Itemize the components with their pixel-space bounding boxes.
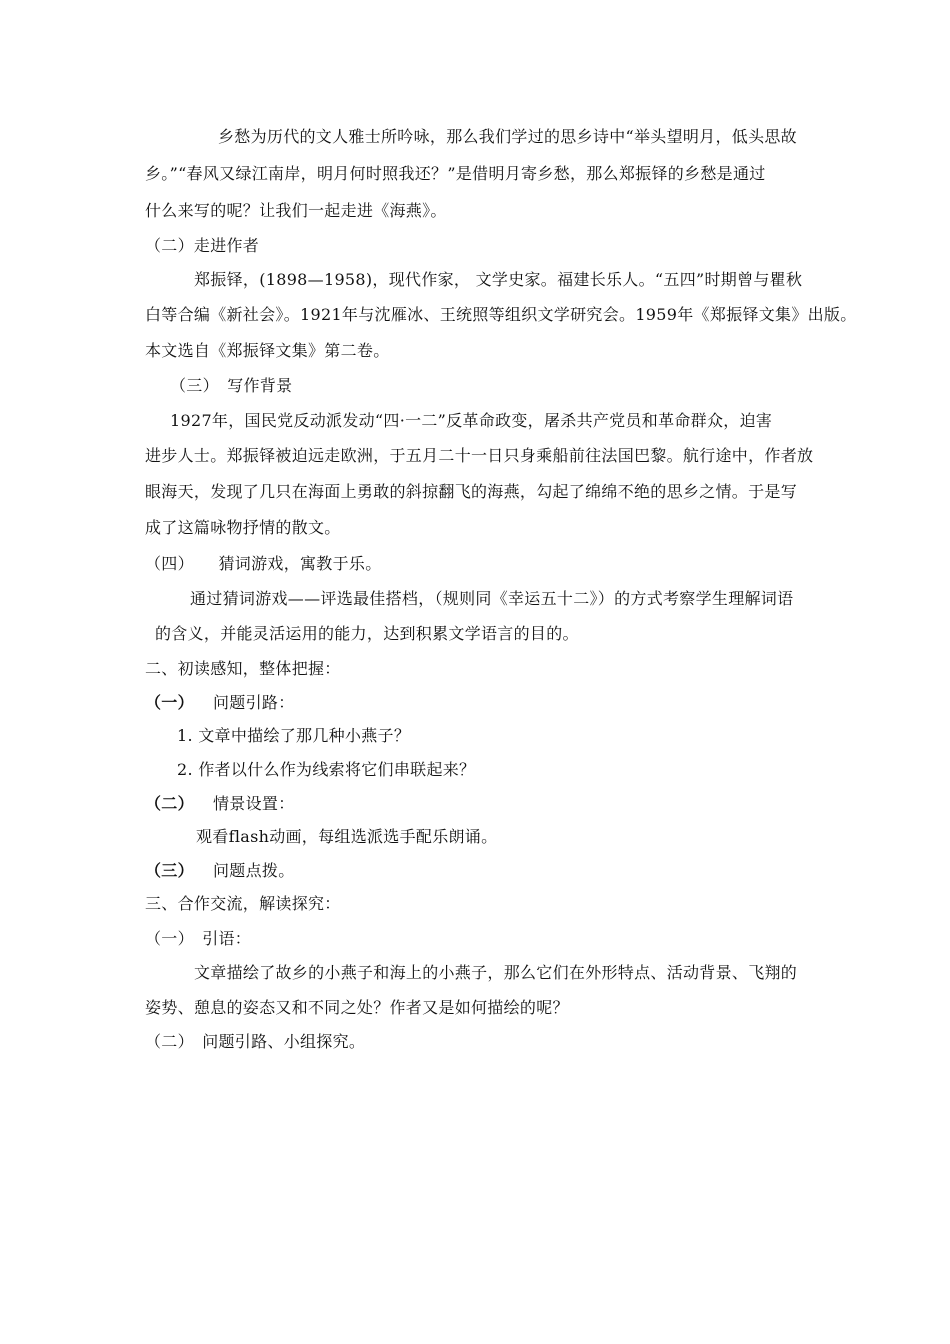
background-line-1: 1927年，国民党反动派发动“四·一二”反革命政变，屠杀共产党员和革命群众，迫害: [170, 411, 773, 430]
section-heading-word-game: （四） 猜词游戏，寓教于乐。: [145, 554, 382, 573]
word-game-line-2: 的含义，并能灵活运用的能力，达到积累文学语言的目的。: [155, 624, 579, 643]
part-two-sub-two-title: 情景设置：: [213, 794, 295, 813]
scene-setting-text: 观看flash动画，每组选派选手配乐朗诵。: [196, 827, 498, 846]
part-two-sub-one-title: 问题引路：: [213, 693, 295, 712]
intro-line-1: 乡愁为历代的文人雅士所吟咏，那么我们学过的思乡诗中“举头望明月，低头思故: [218, 127, 797, 146]
part-two-sub-three-number: （三）: [145, 861, 194, 880]
section-heading-background: （三） 写作背景: [170, 376, 293, 395]
lead-line-1: 文章描绘了故乡的小燕子和海上的小燕子，那么它们在外形特点、活动背景、飞翔的: [194, 963, 798, 982]
intro-line-3: 什么来写的呢？让我们一起走进《海燕》。: [145, 201, 447, 220]
part-two-sub-two-number: （二）: [145, 794, 194, 813]
part-three-sub-one: （一） 引语：: [145, 929, 252, 948]
section-heading-author: （二）走进作者: [145, 236, 260, 255]
author-line-2: 白等合编《新社会》。1921年与沈雁冰、王统照等组织文学研究会。1959年《郑振铎文集》出版。: [145, 305, 857, 324]
author-line-1: 郑振铎，(1898—1958)，现代作家， 文学史家。福建长乐人。“五四”时期曾与瞿秋: [194, 270, 803, 289]
part-two-heading: 二、初读感知，整体把握：: [145, 659, 341, 678]
background-line-2: 进步人士。郑振铎被迫远走欧洲，于五月二十一日只身乘船前往法国巴黎。航行途中，作者放: [145, 446, 814, 465]
word-game-line-1: 通过猜词游戏——评选最佳搭档，（规则同《幸运五十二》）的方式考察学生理解词语: [190, 589, 794, 608]
author-line-3: 本文选自《郑振铎文集》第二卷。: [145, 341, 390, 360]
background-line-4: 成了这篇咏物抒情的散文。: [145, 518, 341, 537]
question-item-2: 2. 作者以什么作为线索将它们串联起来？: [177, 760, 476, 779]
part-two-sub-one-number: （一）: [145, 693, 194, 712]
lead-line-2: 姿势、憩息的姿态又和不同之处？作者又是如何描绘的呢？: [145, 998, 569, 1017]
question-item-1: 1. 文章中描绘了那几种小燕子？: [177, 726, 411, 745]
intro-line-2: 乡。”“春风又绿江南岸，明月何时照我还？”是借明月寄乡愁，那么郑振铎的乡愁是通过: [145, 164, 766, 183]
part-three-sub-two: （二） 问题引路、小组探究。: [145, 1032, 366, 1051]
background-line-3: 眼海天，发现了几只在海面上勇敢的斜掠翻飞的海燕，勾起了绵绵不绝的思乡之情。于是写: [145, 482, 798, 501]
part-three-heading: 三、合作交流，解读探究：: [145, 894, 341, 913]
part-two-sub-three-title: 问题点拨。: [213, 861, 295, 880]
